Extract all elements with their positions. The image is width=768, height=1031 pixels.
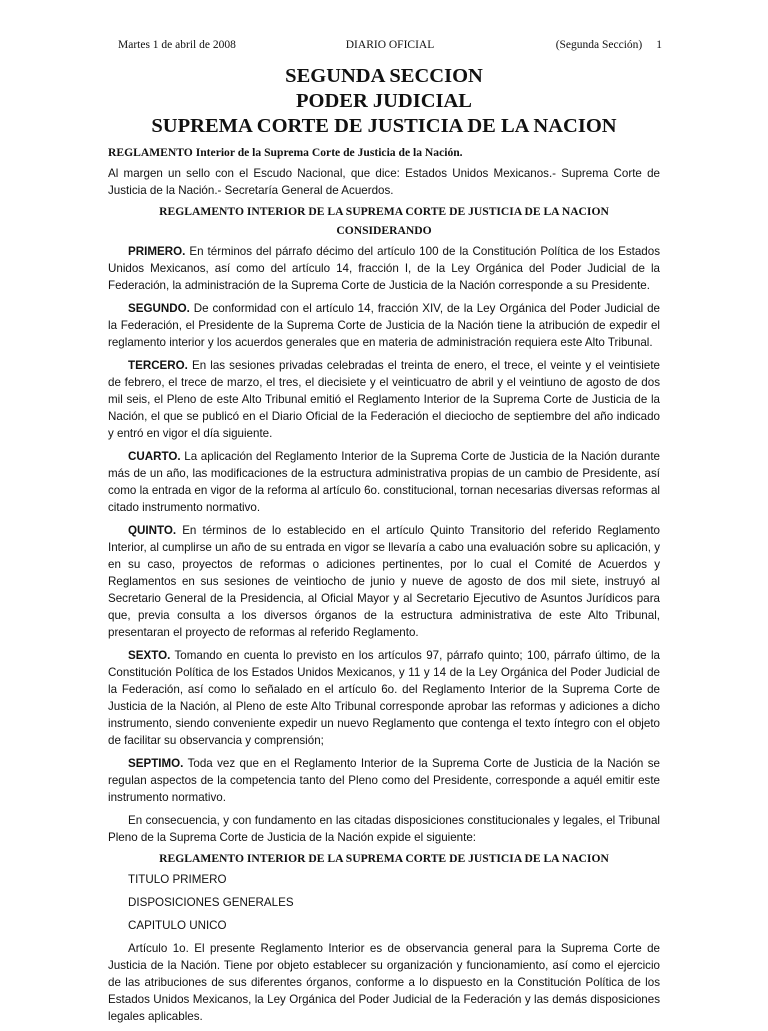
heading-considerando: CONSIDERANDO [336,224,432,237]
seal-paragraph: Al margen un sello con el Escudo Nacional, que dice: Estados Unidos Mexicanos.- Suprema Corte de Justicia de la Nación.- Secretaría General de Acuerdos. [108,167,660,197]
lead-bold: REGLAMENTO [108,146,193,159]
capitulo-heading: CAPITULO UNICO [128,919,227,932]
considerando-label: SEPTIMO. [128,757,184,770]
heading-reglamento-2: REGLAMENTO INTERIOR DE LA SUPREMA CORTE DE JUSTICIA DE LA NACION [159,852,609,865]
heading-reglamento: REGLAMENTO INTERIOR DE LA SUPREMA CORTE DE JUSTICIA DE LA NACION [159,205,609,218]
title-branch: PODER JUDICIAL [296,90,472,112]
considerando-label: CUARTO. [128,450,181,463]
titulo-heading: TITULO PRIMERO [128,873,227,886]
regulation-lead [108,146,660,159]
header-date: Martes 1 de abril de 2008 [118,39,236,51]
page-number: 1 [656,39,662,51]
considerando-paragraph [108,755,660,806]
page-titles [0,64,768,139]
considerando-paragraph [108,522,660,641]
title-section: SEGUNDA SECCION [285,65,483,87]
considerando-text: Tomando en cuenta lo previsto en los artículos 97, párrafo quinto; 100, párrafo último, de la Constitución Política de los Estados Unidos Mexicanos, y 11 y 14 de la Ley Orgánica del Poder Judicial de la Federación, así como lo señalado en el artículo 6o. del Reglamento Interior de la Suprema Corte de Justicia de la Nación, al Pleno de este Alto Tribunal corresponde aprobar las reformas y adiciones a dicho instrumento, siendo conveniente expedir un nuevo Reglamento que contenga el texto íntegro con el objeto de facilitar su observancia y comprensión; [108,649,660,747]
title-court: SUPREMA CORTE DE JUSTICIA DE LA NACION [151,115,617,137]
considerando-paragraph [108,647,660,749]
considerando-label: PRIMERO. [128,245,186,258]
page-header [118,39,662,51]
disposiciones-heading: DISPOSICIONES GENERALES [128,896,294,909]
considerando-paragraph [108,243,660,294]
considerando-label: QUINTO. [128,524,177,537]
consecuencia-paragraph: En consecuencia, y con fundamento en las citadas disposiciones constitucionales y legales, el Tribunal Pleno de la Suprema Corte de Justicia de la Nación expide el siguiente: [108,814,660,844]
considerando-label: TERCERO. [128,359,188,372]
articulo-1: Artículo 1o. El presente Reglamento Interior es de observancia general para la Suprema Corte de Justicia de la Nación. Tiene por objeto establecer su organización y funcionamiento, así como el ejercicio de las atribuciones de sus diferentes órganos, conforme a lo dispuesto en la Constitución Política de los Estados Unidos Mexicanos, la Ley Orgánica del Poder Judicial de la Federación y las demás disposiciones legales aplicables. [108,942,660,1023]
considerando-text: En las sesiones privadas celebradas el treinta de enero, el trece, el veinte y el veintisiete de febrero, el trece de marzo, el tres, el diecisiete y el veinticuatro de abril y el veintiuno de agosto de dos mil seis, el Pleno de este Alto Tribunal emitió el Reglamento Interior de la Suprema Corte de Justicia de la Nación, el que se publicó en el Diario Oficial de la Federación el dieciocho de septiembre del año indicado y entró en vigor el día siguiente. [108,359,660,440]
lead-rest: Interior de la Suprema Corte de Justicia de la Nación. [192,146,463,159]
considerando-label: SEGUNDO. [128,302,190,315]
considerando-paragraph [108,357,660,442]
considerandos-list [108,243,660,806]
considerando-label: SEXTO. [128,649,171,662]
considerando-text: De conformidad con el artículo 14, fracción XIV, de la Ley Orgánica del Poder Judicial de la Federación, el Presidente de la Suprema Corte de Justicia de la Nación tiene la atribución de expedir el reglamento interior y los acuerdos generales que en materia de administración requiera este Alto Tribunal. [108,302,660,349]
considerando-text: La aplicación del Reglamento Interior de la Suprema Corte de Justicia de la Nación durante más de un año, las modificaciones de la estructura administrativa propias de un cambio de Presidente, así como la entrada en vigor de la reforma al artículo 6o. constitucional, tornan necesarias diversas reformas al citado instrumento normativo. [108,450,660,514]
considerando-paragraph [108,448,660,516]
considerando-text: Toda vez que en el Reglamento Interior de la Suprema Corte de Justicia de la Nación se regulan aspectos de la competencia tanto del Pleno como del Presidente, corresponde a aquél emitir este instrumento normativo. [108,757,660,804]
header-publication: DIARIO OFICIAL [345,39,435,51]
considerando-text: En términos de lo establecido en el artículo Quinto Transitorio del referido Reglamento Interior, al cumplirse un año de su entrada en vigor se llevaría a cabo una evaluación sobre su aplicación, y en su caso, proyectos de reformas o adiciones pertinentes, por lo cual el Comité de Acuerdos y Reglamentos en sus sesiones de veintiocho de junio y nueve de agosto de dos mil siete, instruyó al Secretario General de la Presidencia, al Oficial Mayor y al Secretario Ejecutivo de Asuntos Jurídicos para que, previa consulta a los diversos órganos de la estructura administrativa de este Alto Tribunal, presentaran el proyecto de reformas al referido Reglamento. [108,524,660,639]
considerando-paragraph [108,300,660,351]
considerando-text: En términos del párrafo décimo del artículo 100 de la Constitución Política de los Estados Unidos Mexicanos, así como del artículo 14, fracción I, de la Ley Orgánica del Poder Judicial de la Federación, la administración de la Suprema Corte de Justicia de la Nación corresponde a su Presidente. [108,245,660,292]
section-label: (Segunda Sección) [555,39,643,51]
document-body [108,146,660,1031]
